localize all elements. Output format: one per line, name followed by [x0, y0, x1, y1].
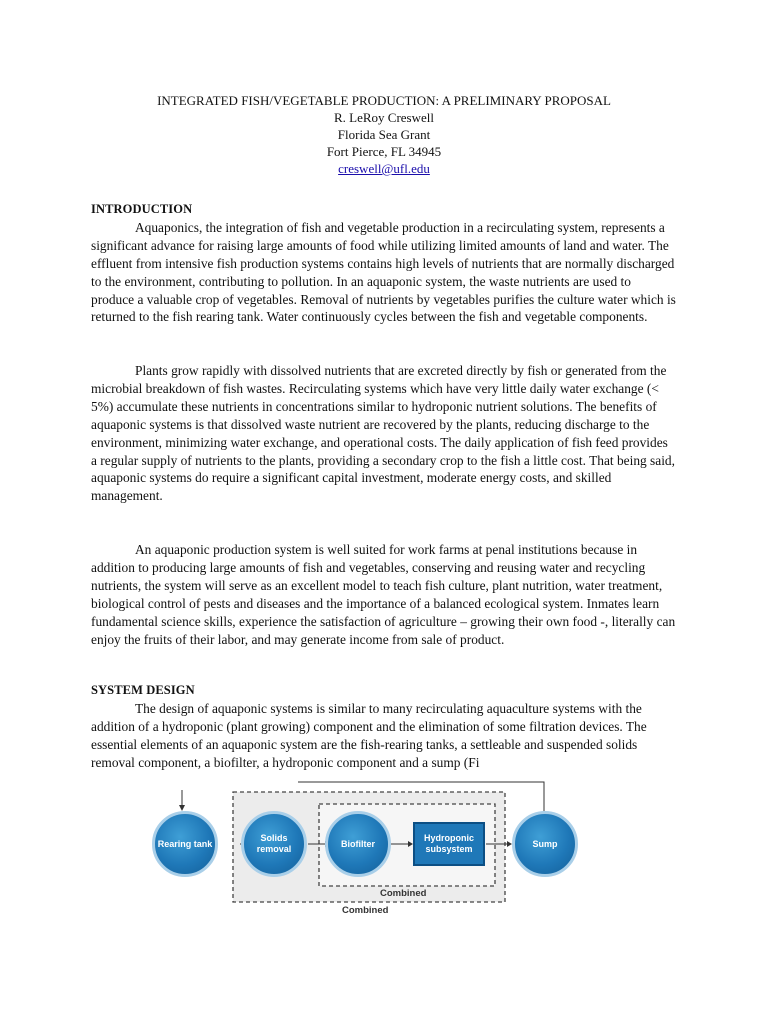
sump-node [512, 811, 578, 877]
inner-combined-label: Combined [380, 888, 427, 899]
author-email-link[interactable]: creswell@ufl.edu [338, 161, 430, 176]
intro-paragraph-2-block [91, 362, 677, 505]
system-design-heading: SYSTEM DESIGN [91, 683, 195, 697]
system-design-section [91, 682, 677, 772]
rearing-tank-label: Rearing tank [157, 838, 213, 849]
intro-paragraph-3-block [91, 541, 677, 648]
author-name: R. LeRoy Creswell [333, 110, 434, 125]
solids-removal-label: Solids removal [256, 833, 292, 854]
intro-paragraph-1: Aquaponics, the integration of fish and vegetable production in a recirculating system, represents a significant advance for raising large amounts of food while utilizing limited amounts of land and water. The effluent from intensive fish production systems contains high levels of nutrients that are normally discharged to the environment, contributing to pollution. In an aquaponic system, the waste nutrients are used to produce a valuable crop of vegetables. Removal of nutrients by vegetables purifies the culture water which is returned to the fish rearing tank. Water continuously cycles between the fish and vegetable components. [91, 219, 676, 325]
design-paragraph-1: The design of aquaponic systems is similar to many recirculating aquaculture systems with the addition of a hydroponic (plant growing) component and the elimination of some filtration devices. The essential elements of an aquaponic system are the fish-rearing tanks, a settleable and suspended solids removal component, a biofilter, a hydroponic component and a sump (Fi [91, 700, 647, 770]
intro-paragraph-3: An aquaponic production system is well suited for work farms at penal institutions because in addition to producing large amounts of fish and vegetables, conserving and reusing water and recycling nutrients, the system will serve as an excellent model to teach fish culture, plant nutrition, water treatment, biological control of pests and diseases and the importance of a balanced ecological system. Inmates learn fundamental science skills, experience the satisfaction of agriculture – growing their own food -, literally can enjoy the fruits of their labor, and may generate income from sale of product. [91, 542, 676, 647]
outer-combined-label: Combined [342, 905, 389, 916]
paper-header [0, 92, 768, 177]
sump-label: Sump [532, 838, 558, 849]
paper-title: INTEGRATED FISH/VEGETABLE PRODUCTION: A PRELIMINARY PROPOSAL [157, 93, 611, 108]
author-location: Fort Pierce, FL 34945 [326, 144, 442, 159]
intro-paragraph-2: Plants grow rapidly with dissolved nutrients that are excreted directly by fish or generated from the microbial breakdown of fish wastes. Recirculating systems which have very little daily water exchange (< 5%) accumulate these nutrients in concentrations similar to hydroponic nutrient solutions. The benefits of aquaponic systems is that dissolved waste nutrient are recovered by the plants, reducing discharge to the environment, minimizing water exchange, and operational costs. The daily application of fish feed provides a regular supply of nutrients to the plants, providing a secondary crop to the fish a little cost. That being said, aquaponic systems do require a significant capital investment, moderate energy costs, and skilled management. [91, 363, 675, 504]
introduction-heading: INTRODUCTION [91, 202, 193, 216]
text-overlap-mask [148, 778, 298, 790]
introduction-section [91, 201, 677, 326]
biofilter-label: Biofilter [340, 838, 375, 849]
solids-removal-node [241, 811, 307, 877]
hydroponic-subsystem-node [413, 822, 485, 866]
author-organization: Florida Sea Grant [337, 127, 431, 142]
rearing-tank-node [152, 811, 218, 877]
biofilter-node [325, 811, 391, 877]
aquaponic-system-diagram [148, 778, 568, 923]
hydroponic-label: Hydroponic subsystem [423, 833, 474, 854]
